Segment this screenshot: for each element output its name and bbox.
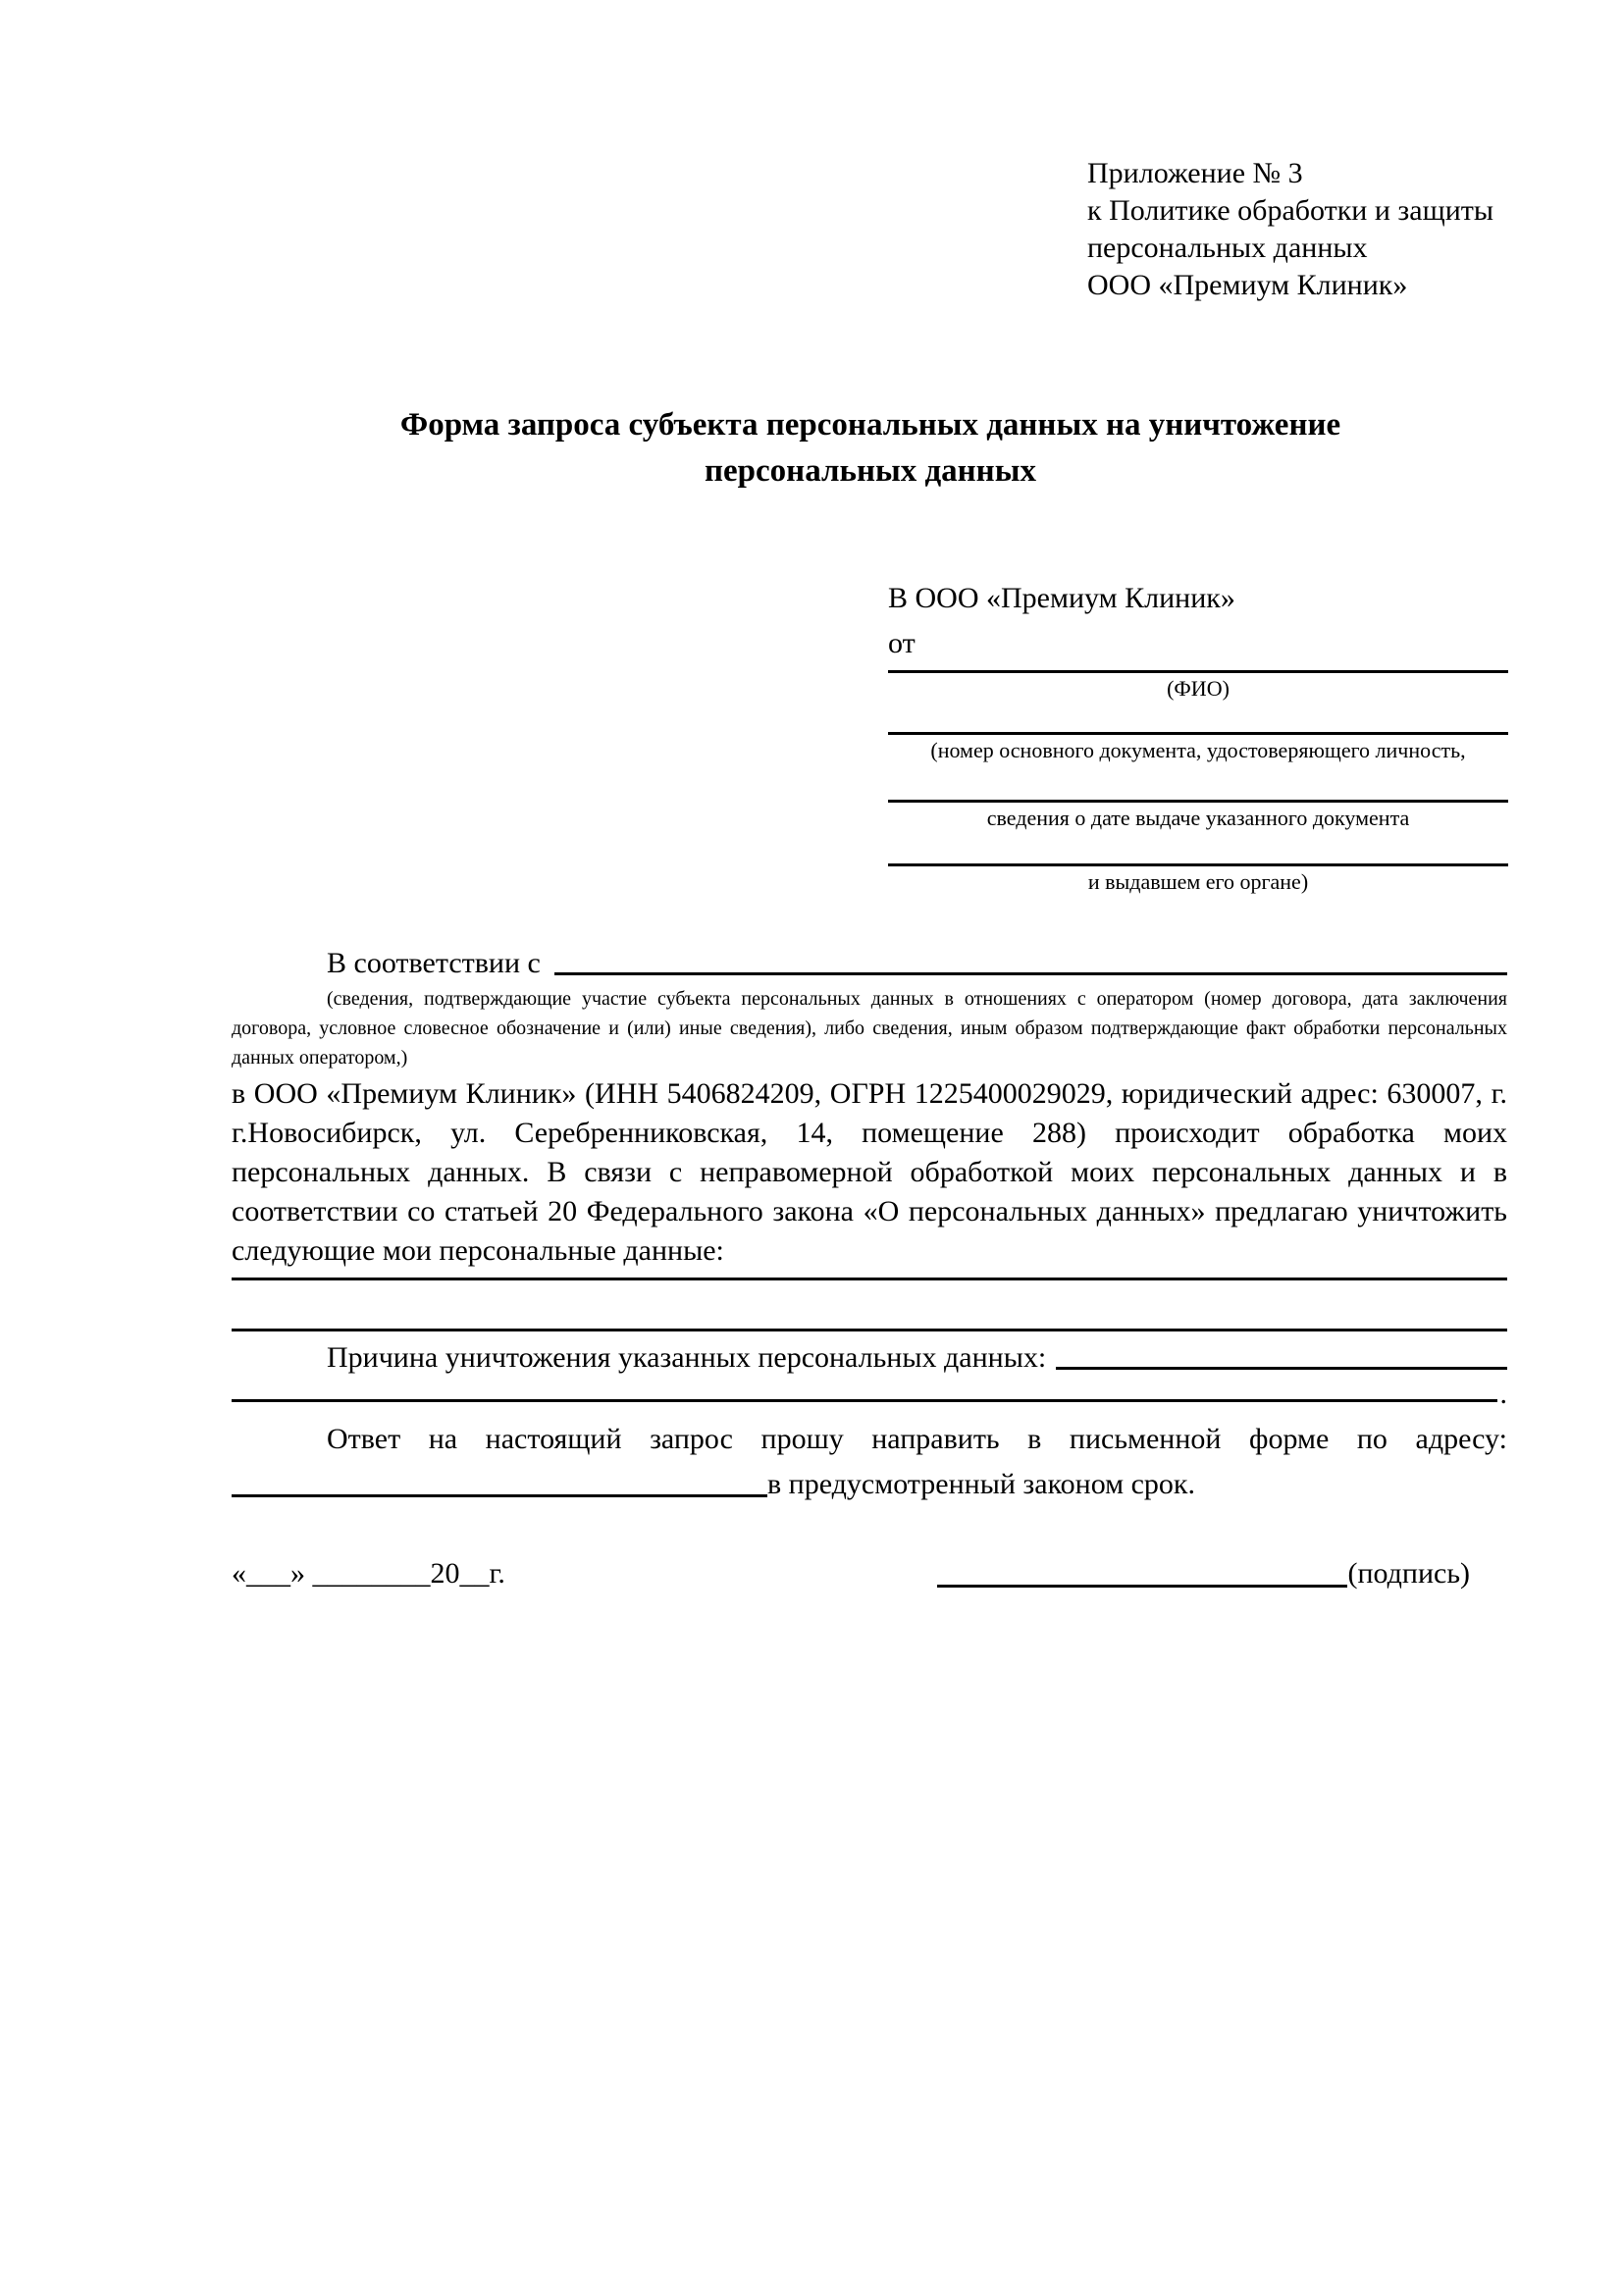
doc-number-blank-line[interactable] xyxy=(888,702,1508,735)
appendix-note xyxy=(1087,155,1493,304)
date-signature-row xyxy=(232,1546,1507,1592)
doc-issuer-caption: и выдавшем его органе) xyxy=(1087,869,1309,894)
appendix-line-3: персональных данных xyxy=(1087,232,1368,264)
personal-data-blank-line-1[interactable] xyxy=(232,1271,1507,1280)
signature-caption: (подпись) xyxy=(1347,1557,1470,1590)
doc-date-caption: сведения о дате выдаче указанного документа xyxy=(986,806,1410,830)
answer-tail: в предусмотренный законом срок. xyxy=(767,1468,1195,1500)
accordance-footnote: (сведения, подтверждающие участие субъекта персональных данных в отношениях с оператором (номер договора, дата заключения договора, условное словесное обозначение и (или) иные сведения), либо сведения, иным образом подтверждающие факт обработки персональных данных оператором,) xyxy=(232,988,1507,1069)
document-title-wrap xyxy=(234,402,1507,495)
doc-number-caption: (номер основного документа, удостоверяющего личность, xyxy=(930,738,1466,762)
signature-blank-line[interactable] xyxy=(937,1585,1347,1588)
appendix-line-1: Приложение № 3 xyxy=(1087,157,1303,189)
appendix-line-4: ООО «Премиум Клиник» xyxy=(1087,269,1408,301)
reason-blank-line-2[interactable] xyxy=(232,1399,1497,1402)
main-paragraph: в ООО «Премиум Клиник» (ИНН 5406824209, ОГРН 1225400029029, юридический адрес: 630007, г. г.Новосибирск, ул. Серебренниковская, 14, помещение 288) происходит обработка моих персональных данных. В связи с неправомерной обработкой моих персональных данных и в соответствии со статьей 20 Федерального закона «О персональных данных» предлагаю уничтожить следующие мои персональные данные: xyxy=(232,1077,1507,1267)
addressee-block xyxy=(888,579,1508,895)
document-title: Форма запроса субъекта персональных данных на уничтожение персональных данных xyxy=(399,407,1341,489)
addressee-from-label: от xyxy=(888,627,916,659)
addressee-to: В ООО «Премиум Клиник» xyxy=(888,582,1235,614)
sentence-period: . xyxy=(1499,1378,1507,1410)
fio-caption: (ФИО) xyxy=(1167,676,1230,701)
doc-date-blank-line[interactable] xyxy=(888,763,1508,803)
accordance-blank-line[interactable] xyxy=(554,972,1507,975)
reason-continuation-row xyxy=(232,1375,1507,1410)
reason-row xyxy=(232,1331,1507,1375)
answer-sentence: Ответ на настоящий запрос прошу направить в письменной форме по адресу: xyxy=(327,1423,1507,1455)
accordance-row xyxy=(232,935,1507,980)
reason-label: Причина уничтожения указанных персональных данных: xyxy=(327,1341,1047,1374)
address-blank-line[interactable] xyxy=(232,1494,767,1497)
personal-data-blank-line-2[interactable] xyxy=(232,1280,1507,1331)
request-body xyxy=(232,935,1507,1592)
doc-issuer-blank-line[interactable] xyxy=(888,831,1508,866)
accordance-label: В соответствии с xyxy=(327,947,541,979)
appendix-line-2: к Политике обработки и защиты xyxy=(1087,194,1494,227)
answer-address-row xyxy=(232,1460,1507,1501)
date-blank-text[interactable]: «___» ________20__г. xyxy=(232,1557,505,1590)
reason-blank-line[interactable] xyxy=(1056,1367,1507,1370)
fio-blank-line[interactable] xyxy=(888,663,1508,673)
